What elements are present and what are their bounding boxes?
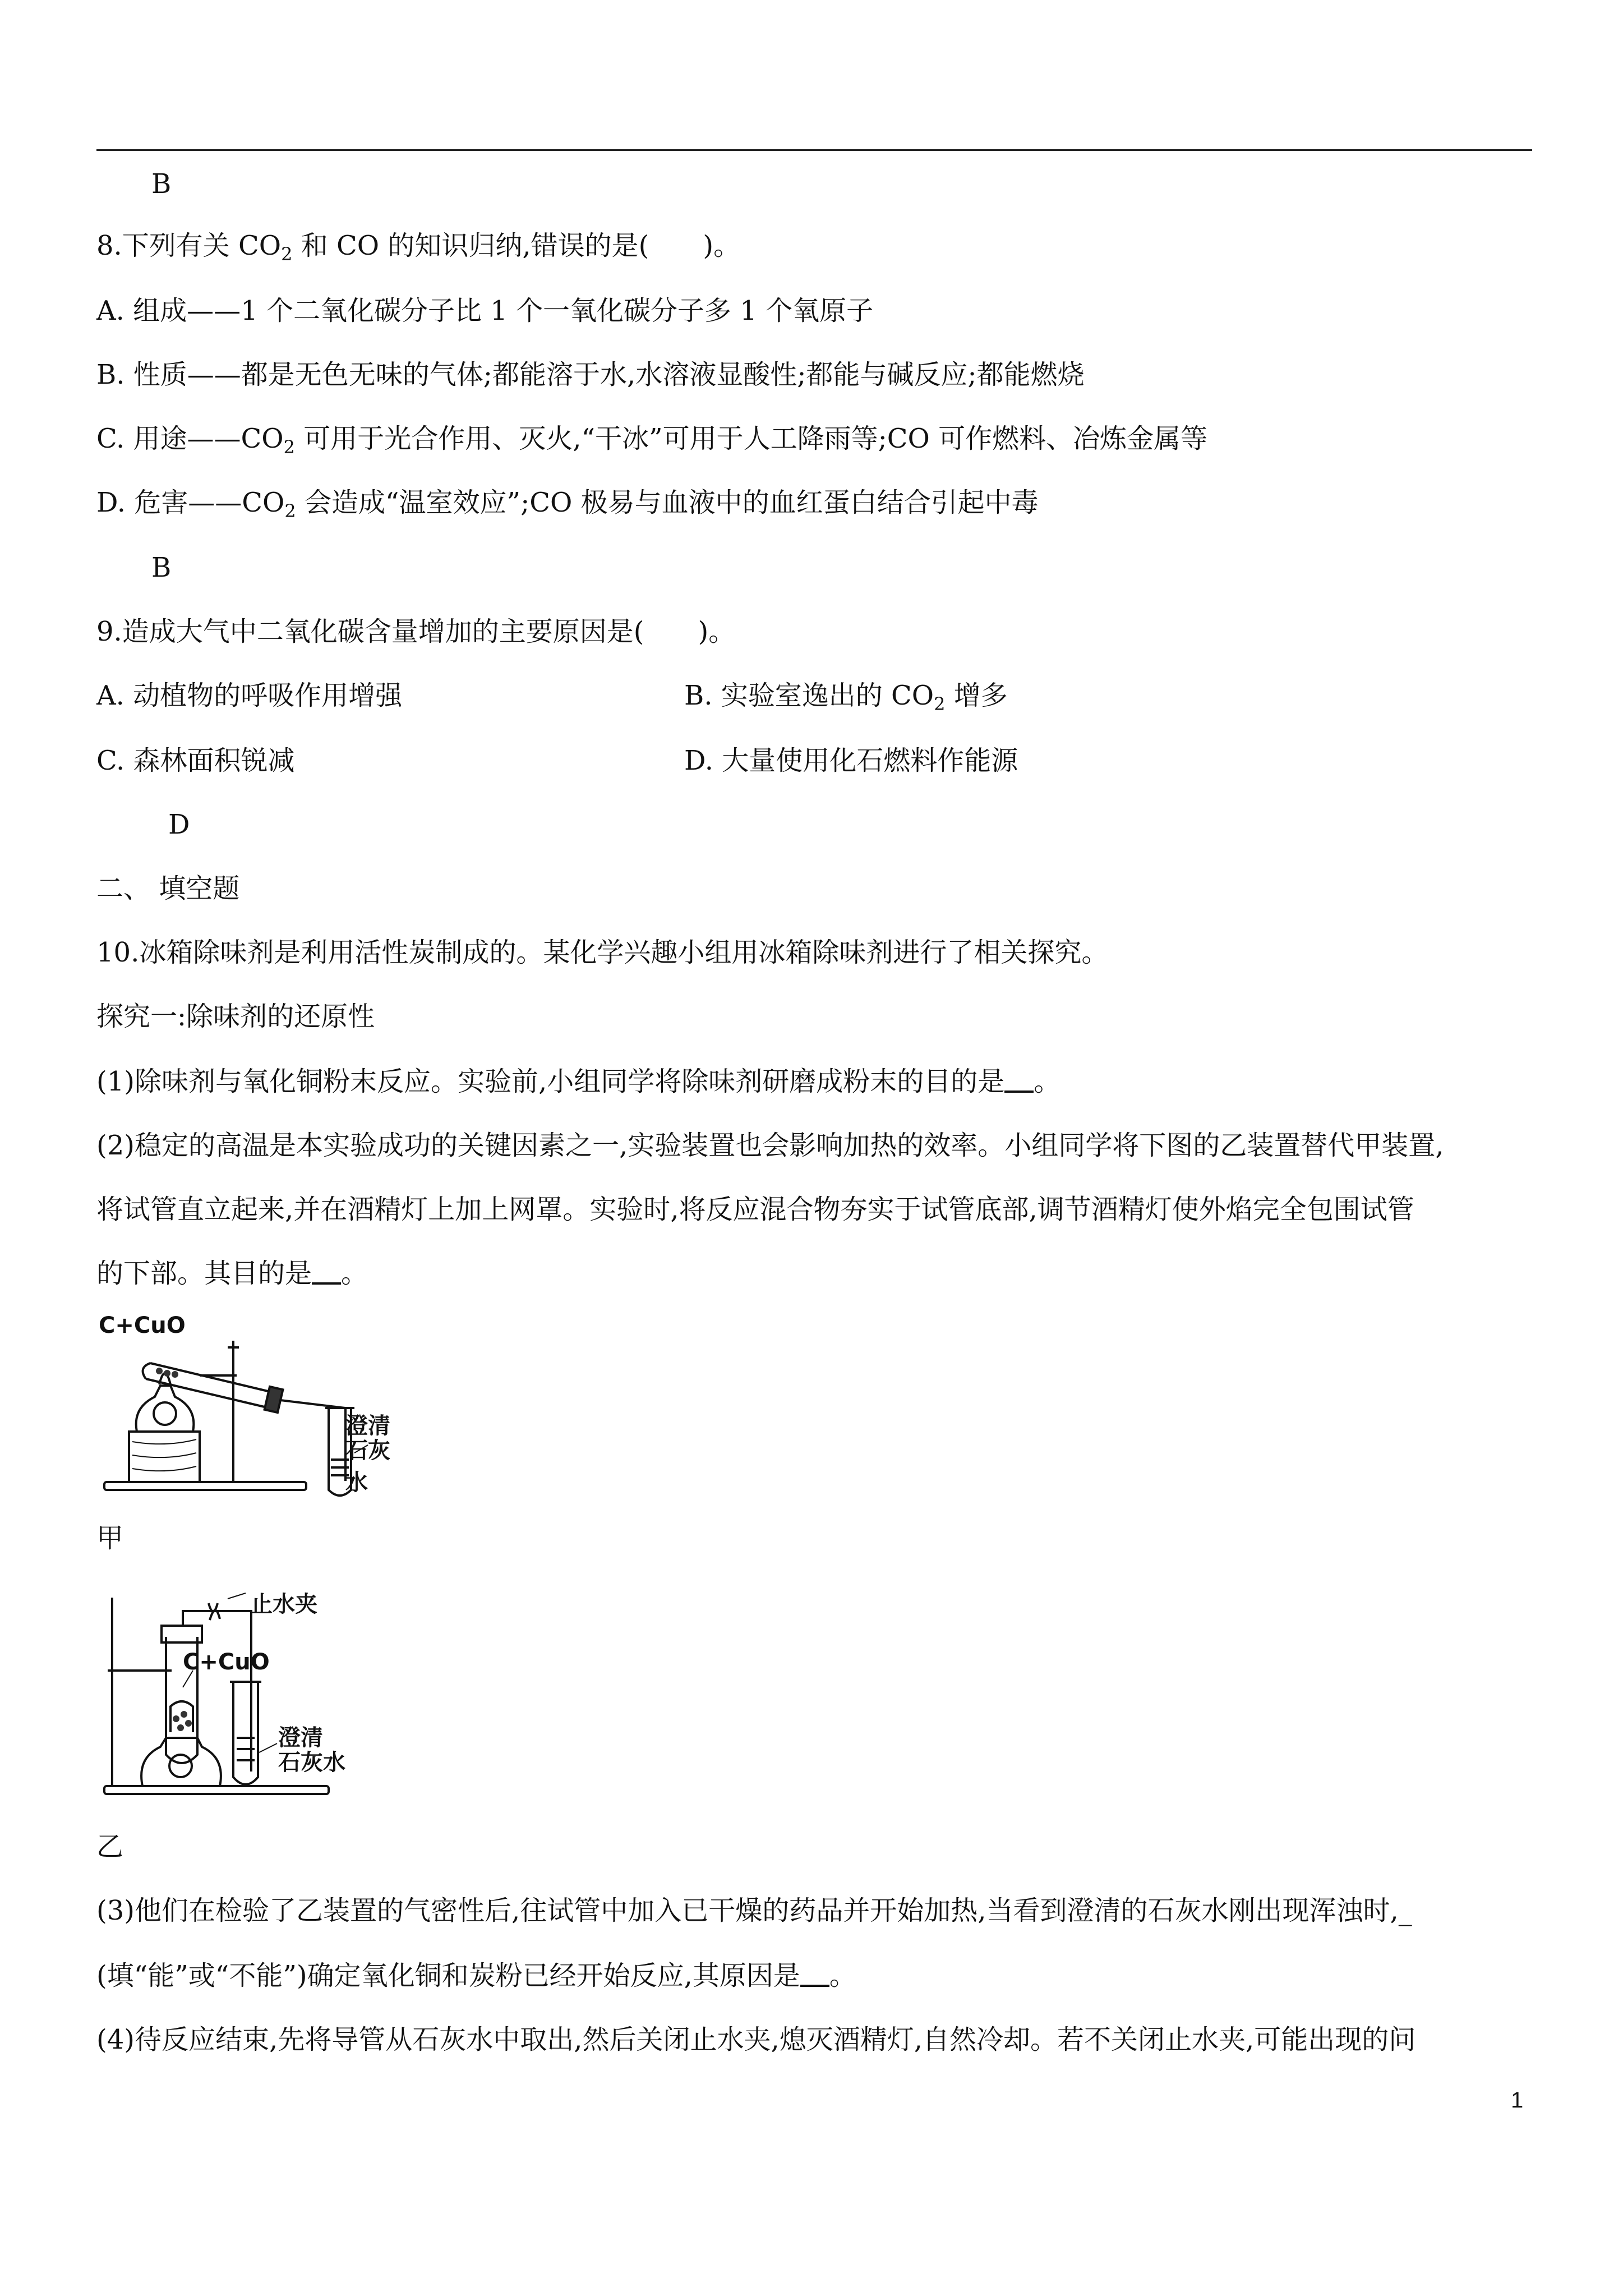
q10-part2-line1: (2)稳定的高温是本实验成功的关键因素之一,实验装置也会影响加热的效率。小组同学将下图的乙装置替代甲装置, <box>96 1130 1444 1161</box>
q9-option-b: B. 实验室逸出的 $CO_2$ 增多 <box>684 680 1008 715</box>
reagent-label: C+CuO <box>183 1649 270 1675</box>
q8-answer: B <box>151 552 172 583</box>
q9-stem: 9.造成大气中二氧化碳含量增加的主要原因是( )。 <box>96 616 736 647</box>
q9-option-d: D. 大量使用化石燃料作能源 <box>684 745 1018 776</box>
answer-blank <box>312 1258 341 1285</box>
q10-part4-line1: (4)待反应结束,先将导管从石灰水中取出,然后关闭止水夹,熄灭酒精灯,自然冷却。若不关闭止水夹,可能出现的问 <box>96 2024 1416 2055</box>
apparatus-yi-drawing <box>99 1586 413 1811</box>
q8-stem: 8.下列有关 $CO_2$ 和 CO 的知识归纳,错误的是( )。 <box>96 230 741 265</box>
q10-part2-line3: 的下部。其目的是 。 <box>96 1258 368 1289</box>
figure-caption-jia: 甲 <box>96 1522 124 1554</box>
answer-blank <box>800 1960 829 1987</box>
limewater-label-line1: 澄清 <box>345 1413 390 1439</box>
q10-part3-line1: (3)他们在检验了乙装置的气密性后,往试管中加入已干燥的药品并开始加热,当看到澄清的石灰水刚出现浑浊时,_ <box>96 1895 1412 1926</box>
q10-explore-heading: 探究一:除味剂的还原性 <box>96 1001 375 1032</box>
header-rule <box>96 149 1532 151</box>
q8-option-b: B. 性质——都是无色无味的气体;都能溶于水,水溶液显酸性;都能与碱反应;都能燃烧 <box>96 359 1085 390</box>
q8-option-c: C. 用途$——CO_2$ 可用于光合作用、灭火,“干冰”可用于人工降雨等;CO 可作燃料、冶炼金属等 <box>96 423 1208 458</box>
previous-answer: B <box>151 168 172 200</box>
apparatus-figure-jia <box>99 1313 390 1503</box>
figure-caption-yi: 乙 <box>96 1831 124 1862</box>
q8-option-a: A. 组成——1 个二氧化碳分子比 1 个一氧化碳分子多 1 个氧原子 <box>96 295 874 326</box>
q9-answer: D <box>168 809 190 840</box>
q9-option-a: A. 动植物的呼吸作用增强 <box>96 680 403 711</box>
q10-part1: (1)除味剂与氧化铜粉末反应。实验前,小组同学将除味剂研磨成粉末的目的是 。 <box>96 1066 1061 1097</box>
q8-option-d: D. 危害$——CO_2$ 会造成“温室效应”;CO 极易与血液中的血红蛋白结合引起中毒 <box>96 487 1039 522</box>
q10-part2-line2: 将试管直立起来,并在酒精灯上加上网罩。实验时,将反应混合物夯实于试管底部,调节酒精灯使外焰完全包围试管 <box>96 1194 1414 1225</box>
q10-stem: 10.冰箱除味剂是利用活性炭制成的。某化学兴趣小组用冰箱除味剂进行了相关探究。 <box>96 937 1109 968</box>
limewater-label-line2: 石灰水 <box>345 1438 390 1496</box>
page-number: 1 <box>1511 2088 1524 2113</box>
limewater-label-line2: 石灰水 <box>278 1750 345 1775</box>
water-clamp-label: 止水夹 <box>250 1591 317 1617</box>
section-heading: 二、 填空题 <box>96 873 240 904</box>
apparatus-figure-yi <box>99 1586 413 1811</box>
q10-part3-line2: (填“能”或“不能”)确定氧化铜和炭粉已经开始反应,其原因是 。 <box>96 1960 856 1991</box>
reagent-label: C+CuO <box>99 1313 186 1338</box>
limewater-label-line1: 澄清 <box>278 1725 323 1751</box>
answer-blank <box>1004 1066 1034 1093</box>
q9-option-c: C. 森林面积锐减 <box>96 745 295 776</box>
